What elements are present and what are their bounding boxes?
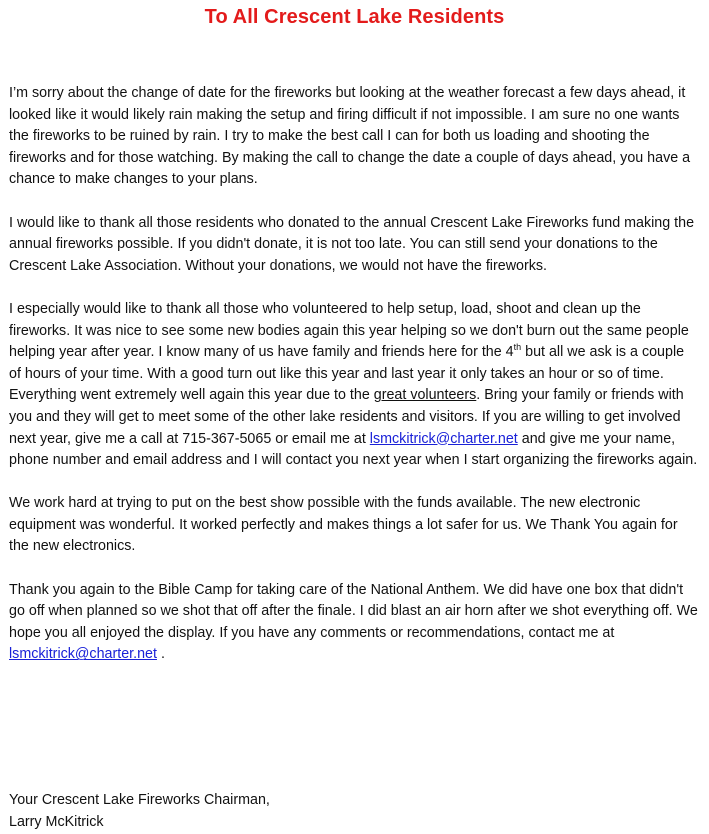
signature-closing: Your Crescent Lake Fireworks Chairman, [9, 792, 270, 808]
signature-name: Larry McKitrick [9, 813, 104, 830]
paragraph-volunteers [9, 299, 699, 472]
volunteers-text-4: and give me your name, phone number and email address and I will contact you next year when I start organizing the fireworks again. [9, 430, 698, 469]
signature-block [9, 790, 699, 833]
volunteers-text-2: but all we ask is a couple of hours of your time. With a good turn out like this year and last year it only takes an hour or so of time. Everything went extremely well again this year due to the [9, 344, 685, 404]
paragraph-date-change: I’m sorry about the change of date for the fireworks but looking at the weather forecast a few days ahead, it looked like it would likely rain making the setup and firing difficult if not impossible. I am sure no one wants the fireworks to be ruined by rain. I try to make the best call I can for both us loading and shooting the fireworks and for those watching. By making the call to change the date a couple of days ahead, you have a chance to make changes to your plans. [9, 85, 691, 188]
thanks-text-1: Thank you again to the Bible Camp for taking care of the National Anthem. We did have one box that didn't go off when planned so we shot that off after the finale. I did blast an air horn after we shot everything off. We hope you all enjoyed the display. If you have any comments or recommendations, contact me at [9, 581, 698, 641]
email-link[interactable]: lsmckitrick@charter.net [369, 430, 518, 447]
paragraph-equipment: We work hard at trying to put on the best show possible with the funds available. The new electronic equipment was wonderful. It worked perfectly and makes things a lot safer for us. We Thank You again for the new electronics. [9, 495, 678, 555]
letter-title: To All Crescent Lake Residents [204, 6, 505, 28]
letter-body [9, 83, 699, 666]
contact-email-link[interactable]: lsmckitrick@charter.net [9, 646, 157, 663]
paragraph-thanks [9, 580, 699, 666]
volunteers-text-3: . Bring your family or friends with you and they will get to meet some of the other lake residents and visitors. If you are willing to get involved next year, give me a call at 715-367-5065 or email me at [9, 387, 684, 447]
thanks-text-2: . [156, 646, 165, 663]
ordinal-suffix: th [513, 342, 522, 353]
paragraph-donations: I would like to thank all those residents who donated to the annual Crescent Lake Fireworks fund making the annual fireworks possible. If you didn't donate, it is not too late. You can still send your donations to the Crescent Lake Association. Without your donations, we would not have the fireworks. [9, 214, 695, 274]
great-volunteers-underlined: great volunteers [373, 387, 477, 404]
volunteers-text-1: I especially would like to thank all those who volunteered to help setup, load, shoot and clean up the fireworks. It was nice to see some new bodies again this year helping so we don't burn out the same people helping year after year. I know many of us have family and friends here for the 4 [9, 300, 689, 361]
